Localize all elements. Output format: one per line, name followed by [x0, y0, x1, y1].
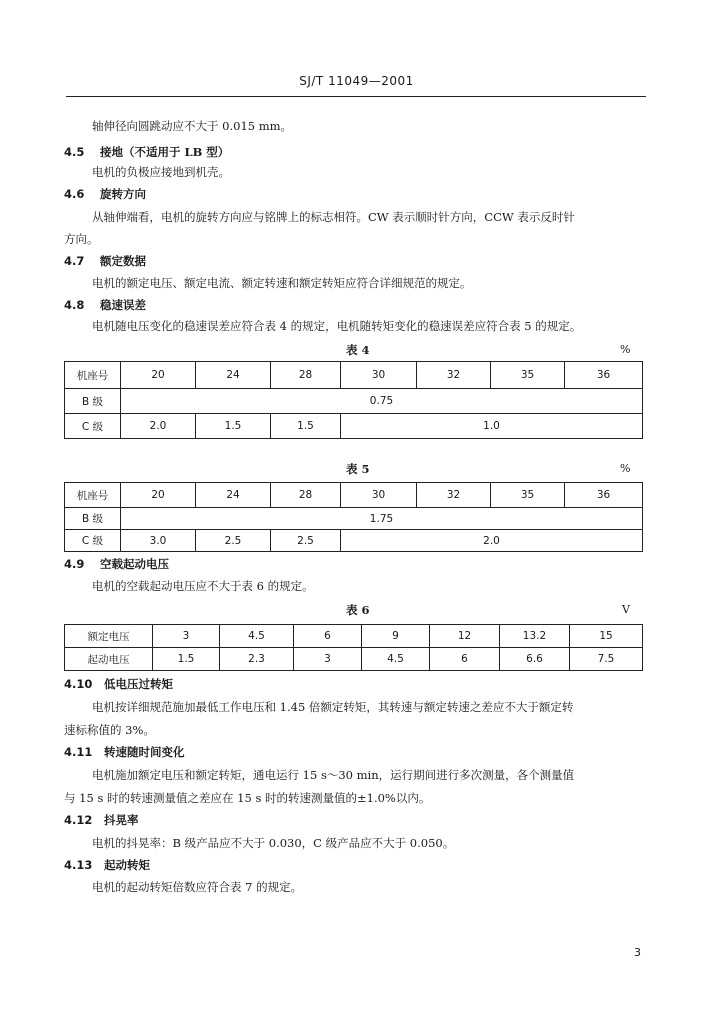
text-line: 速标称值的 3%。 [64, 723, 155, 737]
table-cell: 7.5 [570, 648, 643, 671]
section-number: 4.7 [64, 254, 85, 268]
table-cell: 2.5 [196, 530, 271, 552]
section-title: 额定数据 [100, 254, 146, 268]
table-5 [64, 482, 643, 552]
table-cell: 12 [430, 625, 500, 648]
section-title: 抖晃率 [104, 813, 139, 827]
text-line: 电机施加额定电压和额定转矩，通电运行 15 s～30 min，运行期间进行多次测量，各个测量值 [92, 768, 575, 782]
section-title: 空载起动电压 [100, 557, 169, 571]
table-header-cell: 30 [341, 362, 417, 389]
text-line: 电机的空载起动电压应不大于表 6 的规定。 [92, 579, 314, 593]
table-row [65, 483, 643, 508]
table-header-cell: 28 [271, 362, 341, 389]
text-line: 电机的抖晃率：B 级产品应不大于 0.030，C 级产品应不大于 0.050。 [92, 836, 455, 850]
table-6 [64, 624, 643, 671]
text-line: 电机的额定电压、额定电流、额定转速和额定转矩应符合详细规范的规定。 [92, 276, 472, 290]
table-row-label: B 级 [65, 508, 121, 530]
standard-code: SJ/T 11049—2001 [299, 74, 414, 88]
table-cell: 2.0 [341, 530, 643, 552]
section-title: 起动转矩 [104, 858, 150, 872]
table-cell: 3.0 [121, 530, 196, 552]
section-title: 转速随时间变化 [104, 745, 185, 759]
table-header-cell: 32 [417, 362, 491, 389]
table-row-label: C 级 [65, 530, 121, 552]
table-cell: 0.75 [121, 389, 643, 414]
table-header-cell: 28 [271, 483, 341, 508]
section-number: 4.13 [64, 858, 93, 872]
table-cell: 6.6 [500, 648, 570, 671]
table-cell: 3 [294, 648, 362, 671]
page-number: 3 [634, 946, 641, 959]
table-header-cell: 20 [121, 362, 196, 389]
table-4-unit: % [620, 343, 631, 356]
table-cell: 1.75 [121, 508, 643, 530]
text-line: 电机随电压变化的稳速误差应符合表 4 的规定，电机随转矩变化的稳速误差应符合表 5 的规定。 [92, 319, 582, 333]
table-header-cell: 36 [565, 483, 643, 508]
text-line: 从轴伸端看，电机的旋转方向应与铭牌上的标志相符。CW 表示顺时针方向，CCW 表示反时针 [92, 210, 575, 224]
section-number: 4.6 [64, 187, 85, 201]
header-rule [66, 96, 646, 97]
table-row [65, 530, 643, 552]
table-row-label: 额定电压 [65, 625, 153, 648]
text-line: 方向。 [64, 232, 99, 246]
table-5-caption: 表 5 [346, 462, 370, 476]
table-cell: 2.0 [121, 414, 196, 439]
section-number: 4.12 [64, 813, 93, 827]
table-cell: 4.5 [362, 648, 430, 671]
table-header-cell: 24 [196, 483, 271, 508]
table-6-caption: 表 6 [346, 603, 370, 617]
section-number: 4.9 [64, 557, 85, 571]
table-cell: 9 [362, 625, 430, 648]
table-cell: 1.5 [153, 648, 220, 671]
table-header-cell: 30 [341, 483, 417, 508]
table-header-cell: 35 [491, 483, 565, 508]
table-row-label: C 级 [65, 414, 121, 439]
table-6-unit: V [622, 603, 630, 616]
section-number: 4.5 [64, 145, 85, 159]
section-title: 旋转方向 [100, 187, 146, 201]
section-number: 4.8 [64, 298, 85, 312]
table-5-unit: % [620, 462, 631, 475]
text-line: 轴伸径向圆跳动应不大于 0.015 mm。 [92, 119, 293, 133]
table-header-cell: 36 [565, 362, 643, 389]
table-header-cell: 32 [417, 483, 491, 508]
table-cell: 6 [430, 648, 500, 671]
table-4 [64, 361, 643, 439]
table-row [65, 648, 643, 671]
section-number: 4.10 [64, 677, 93, 691]
table-cell: 4.5 [220, 625, 294, 648]
section-title: 低电压过转矩 [104, 677, 173, 691]
text-line: 电机的负极应接地到机壳。 [92, 165, 230, 179]
table-cell: 15 [570, 625, 643, 648]
table-row [65, 625, 643, 648]
table-cell: 1.0 [341, 414, 643, 439]
table-row-label: 起动电压 [65, 648, 153, 671]
table-cell: 6 [294, 625, 362, 648]
table-row [65, 362, 643, 389]
text-line: 与 15 s 时的转速测量值之差应在 15 s 时的转速测量值的±1.0%以内。 [64, 791, 431, 805]
table-cell: 1.5 [271, 414, 341, 439]
table-row [65, 414, 643, 439]
text-line: 电机的起动转矩倍数应符合表 7 的规定。 [92, 880, 303, 894]
table-header-cell: 35 [491, 362, 565, 389]
table-cell: 2.5 [271, 530, 341, 552]
text-line: 电机按详细规范施加最低工作电压和 1.45 倍额定转矩，其转速与额定转速之差应不大于额定转 [92, 700, 574, 714]
table-header-cell: 24 [196, 362, 271, 389]
table-4-caption: 表 4 [346, 343, 370, 357]
table-row-label: B 级 [65, 389, 121, 414]
section-title: 稳速误差 [100, 298, 146, 312]
table-cell: 13.2 [500, 625, 570, 648]
table-row [65, 508, 643, 530]
table-header-cell: 20 [121, 483, 196, 508]
section-title: 接地（不适用于 LB 型） [100, 145, 230, 159]
section-number: 4.11 [64, 745, 93, 759]
table-row [65, 389, 643, 414]
table-cell: 2.3 [220, 648, 294, 671]
table-header-cell: 机座号 [65, 483, 121, 508]
table-cell: 3 [153, 625, 220, 648]
table-cell: 1.5 [196, 414, 271, 439]
table-header-cell: 机座号 [65, 362, 121, 389]
